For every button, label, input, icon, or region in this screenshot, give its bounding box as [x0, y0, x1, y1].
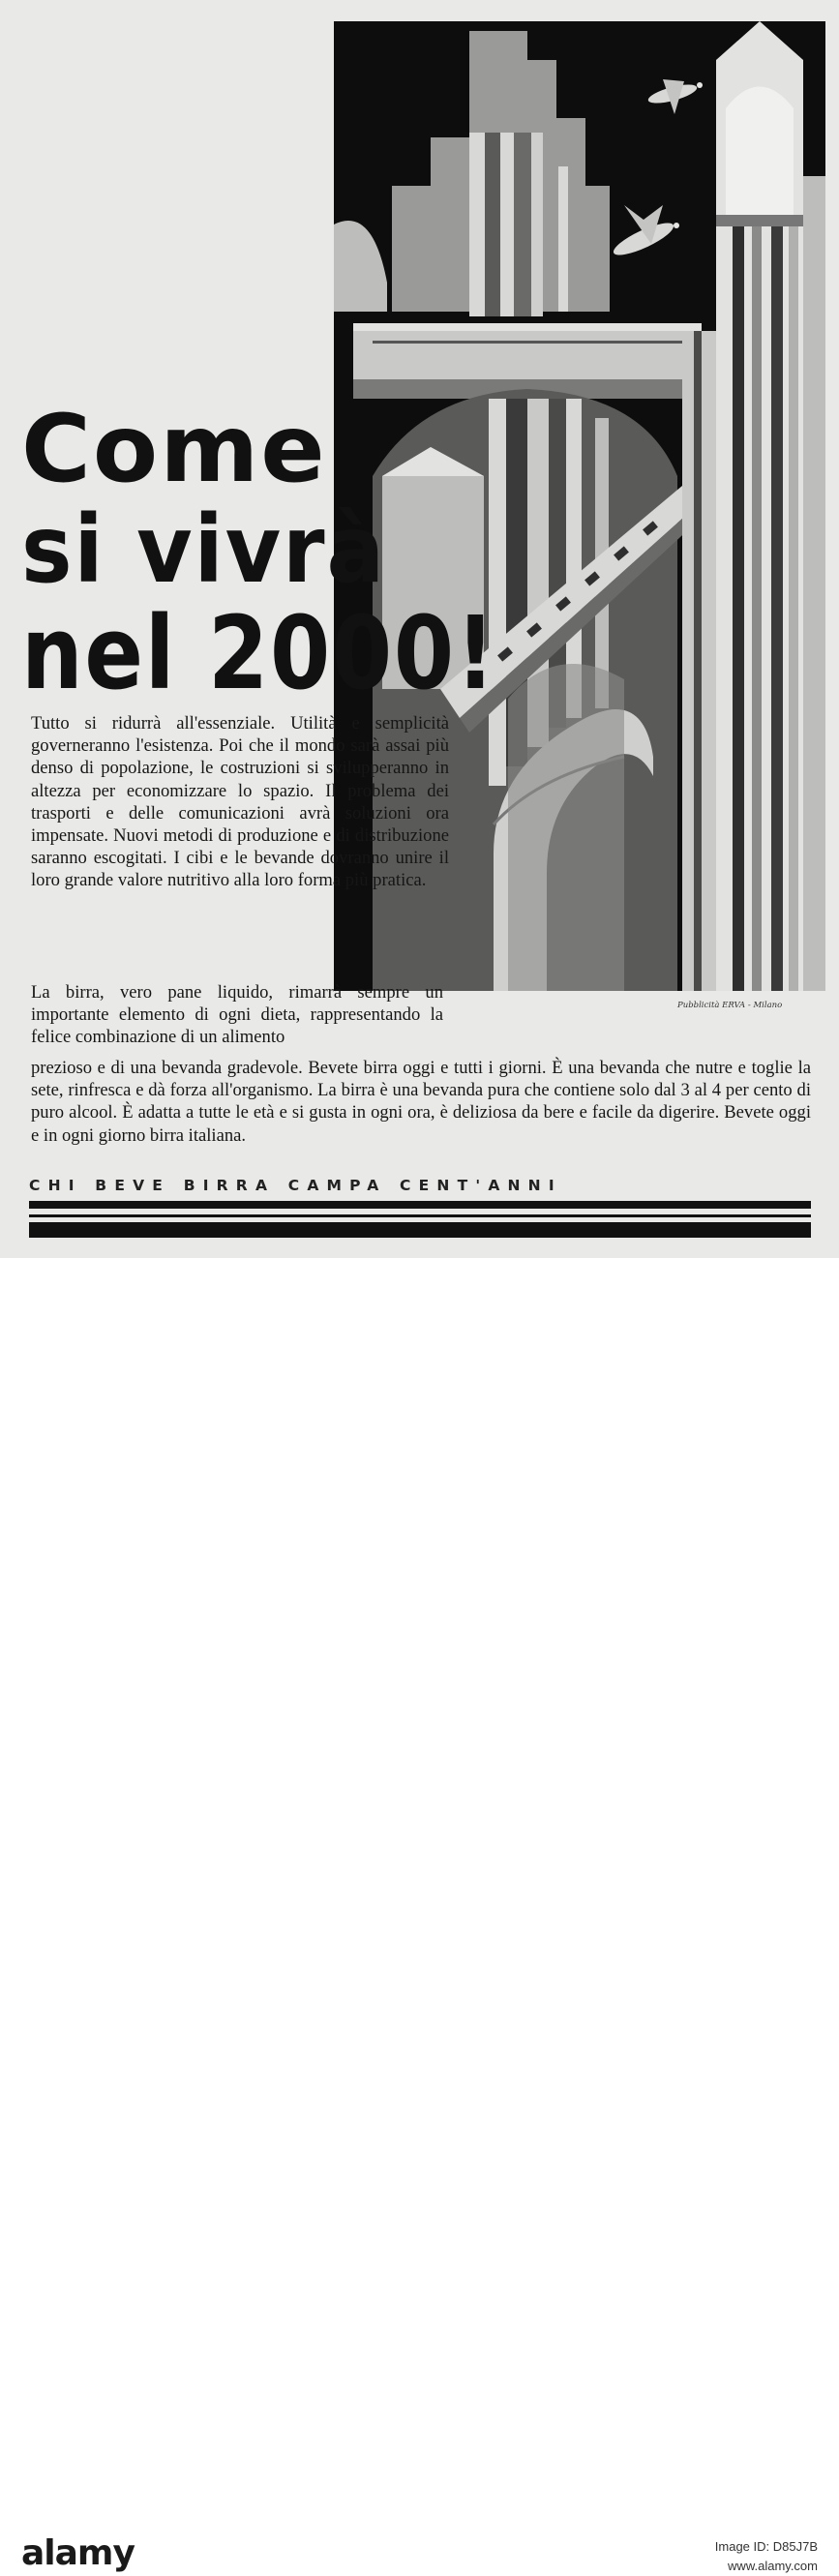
body-paragraph-2-start: La birra, vero pane liquido, rimarrà sempre un importante elemento di ogni dieta, rappresentando la felice combinazione di un alimento [31, 982, 443, 1048]
divider-rule [29, 1222, 811, 1238]
headline-line-3: nel 2000! [21, 594, 497, 712]
slogan: CHI BEVE BIRRA CAMPA CENT'ANNI [29, 1177, 562, 1194]
headline-line-1: Come [21, 395, 327, 503]
stock-site-link[interactable]: www.alamy.com [728, 2559, 818, 2573]
advertisement-page [0, 0, 839, 1258]
stock-footer [0, 1258, 839, 2573]
watermark-logo: alamy [21, 2533, 135, 2573]
divider-rule [29, 1201, 811, 1209]
body-paragraph-2-end: prezioso e di una bevanda gradevole. Bevete birra oggi e tutti i giorni. È una bevanda che nutre e toglie la sete, rinfresca e dà forza all'organismo. La birra è una bevanda pura che contiene solo dal 3 al 4 per cento di puro alcool. È adatta a tutte le età e si gusta in ogni ora, è deliziosa da bere e facile da digerire. Bevete oggi e in ogni giorno birra italiana. [31, 1058, 811, 1146]
stock-meta [715, 2537, 818, 2576]
image-id: Image ID: D85J7B [714, 2539, 818, 2554]
body-paragraph-1: Tutto si ridurrà all'essenziale. Utilità e semplicità governeranno l'esistenza. Poi che il mondo sarà assai più denso di popolazione, le costruzioni si svilupperanno in altezza per economizzare lo spazio. Il problema dei trasporti e delle comunicazioni avrà soluzioni ora impensate. Nuovi metodi di produzione e di distribuzione saranno escogitati. I cibi e le bevande dovranno unire il loro grande valore nutritivo alla loro forma più pratica. [31, 713, 449, 891]
headline-line-2: si vivrà [21, 495, 386, 604]
divider-rule [29, 1214, 811, 1217]
publisher-credit: Pubblicità ERVA - Milano [677, 1001, 783, 1010]
